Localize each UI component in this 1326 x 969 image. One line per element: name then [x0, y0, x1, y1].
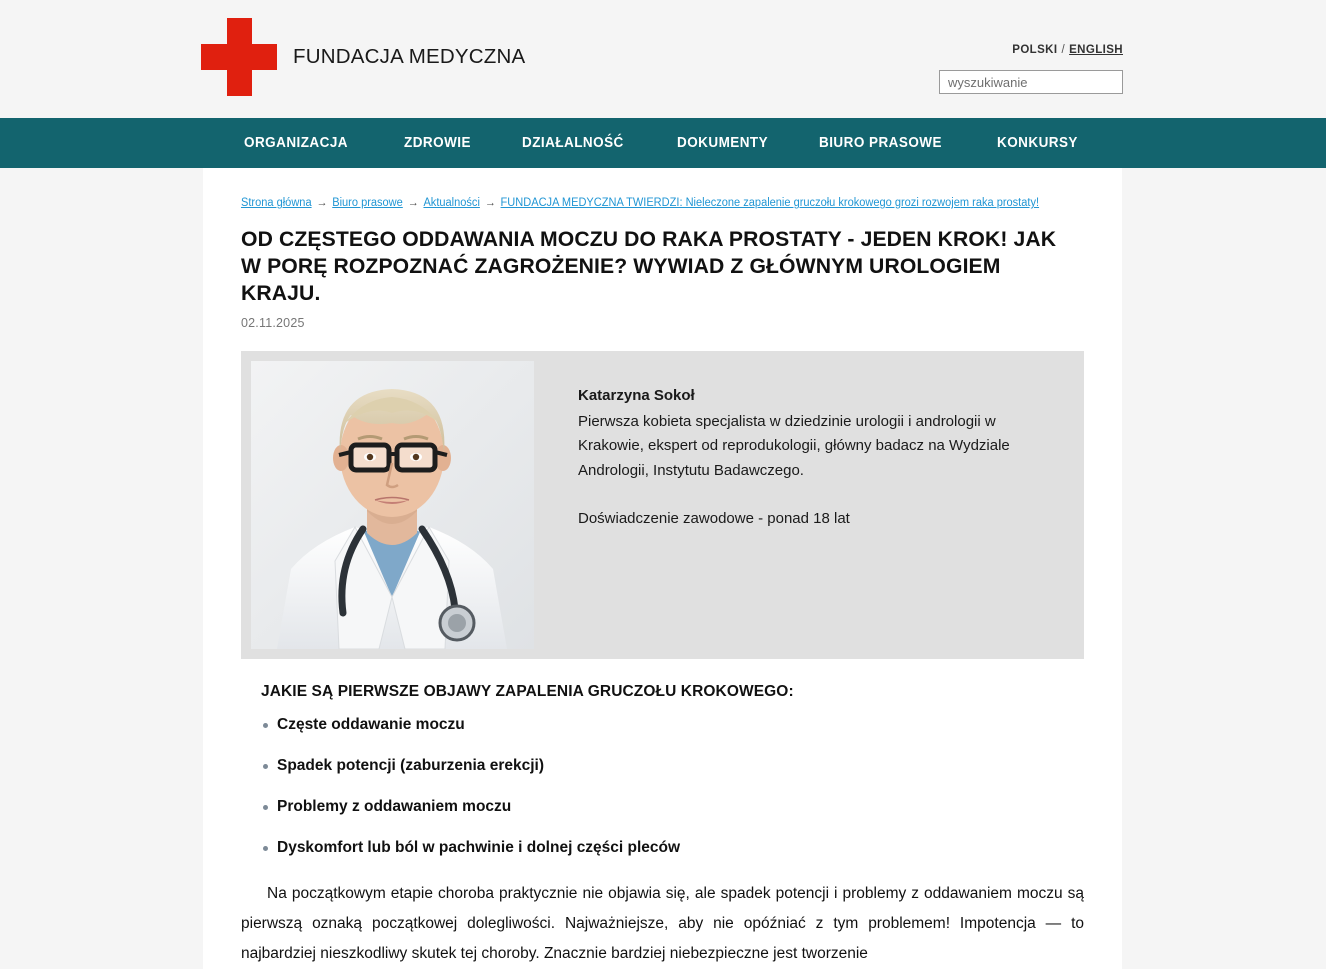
- symptoms-heading: JAKIE SĄ PIERWSZE OBJAWY ZAPALENIA GRUCZOŁU KROKOWEGO:: [261, 683, 794, 700]
- brand-name: FUNDACJA MEDYCZNA: [293, 45, 526, 68]
- site-header: [0, 0, 1326, 118]
- nav-item-konkursy[interactable]: KONKURSY: [997, 135, 1079, 151]
- nav-item-dzialalnosc[interactable]: DZIAŁALNOŚĆ: [521, 135, 624, 151]
- site-brand[interactable]: [201, 18, 525, 96]
- breadcrumb-item-current[interactable]: FUNDACJA MEDYCZNA TWIERDZI: Nieleczone zapalenie gruczołu krokowego grozi rozwojem raka prostaty!: [500, 197, 1040, 209]
- nav-item-organizacja[interactable]: ORGANIZACJA: [244, 135, 349, 151]
- nav-item-zdrowie[interactable]: ZDROWIE: [403, 135, 471, 151]
- breadcrumb-item-home[interactable]: Strona główna: [241, 197, 312, 209]
- list-item: Częste oddawanie moczu: [241, 715, 1084, 735]
- breadcrumb: [241, 196, 1050, 210]
- language-switcher: [1012, 44, 1123, 56]
- doctor-experience: Doświadczenie zawodowe - ponad 18 lat: [578, 510, 850, 527]
- doctor-portrait-photo: [251, 361, 534, 649]
- content-column: [203, 168, 1122, 969]
- breadcrumb-arrow-icon: →: [484, 197, 496, 209]
- nav-item-dokumenty[interactable]: DOKUMENTY: [677, 135, 769, 151]
- main-navigation: [0, 118, 1326, 168]
- list-item: Problemy z oddawaniem moczu: [241, 797, 1084, 817]
- doctor-name: Katarzyna Sokoł: [578, 387, 695, 404]
- symptoms-list: [241, 715, 1084, 858]
- page-title: OD CZĘSTEGO ODDAWANIA MOCZU DO RAKA PROSTATY - JEDEN KROK! JAK W PORĘ ROZPOZNAĆ ZAGROŻENIE? WYWIAD Z GŁÓWNYM UROLOGIEM KRAJU.: [241, 227, 1057, 305]
- search-input[interactable]: [939, 70, 1123, 94]
- doctor-info: [534, 361, 1064, 532]
- language-separator: /: [1061, 44, 1066, 56]
- nav-item-biuro-prasowe[interactable]: BIURO PRASOWE: [819, 135, 943, 151]
- breadcrumb-arrow-icon: →: [316, 197, 328, 209]
- list-item: Dyskomfort lub ból w pachwinie i dolnej części pleców: [241, 838, 1084, 858]
- doctor-profile-card: [241, 351, 1084, 659]
- breadcrumb-arrow-icon: →: [407, 197, 419, 209]
- language-english[interactable]: ENGLISH: [1069, 44, 1123, 56]
- list-item: Spadek potencji (zaburzenia erekcji): [241, 756, 1084, 776]
- article-date: 02.11.2025: [241, 316, 305, 330]
- article-paragraph: Na początkowym etapie choroba praktycznie nie objawia się, ale spadek potencji i problemy z oddawaniem moczu są pierwszą oznaką początkowej dolegliwości. Najważniejsze, aby nie opóźniać z tym problemem! Impotencja — to najbardziej nieszkodliwy skutek tej choroby. Znacznie bardziej niebezpieczne jest tworzenie: [241, 885, 1084, 962]
- doctor-bio: Pierwsza kobieta specjalista w dziedzinie urologii i andrologii w Krakowie, ekspert od reprodukologii, główny badacz na Wydziale Andrologii, Instytutu Badawczego.: [578, 412, 1010, 479]
- language-polski[interactable]: POLSKI: [1012, 44, 1058, 56]
- breadcrumb-item-news[interactable]: Aktualności: [423, 197, 480, 209]
- breadcrumb-item-press-office[interactable]: Biuro prasowe: [332, 197, 403, 209]
- red-cross-icon: [201, 18, 277, 96]
- article-body: [241, 879, 1084, 969]
